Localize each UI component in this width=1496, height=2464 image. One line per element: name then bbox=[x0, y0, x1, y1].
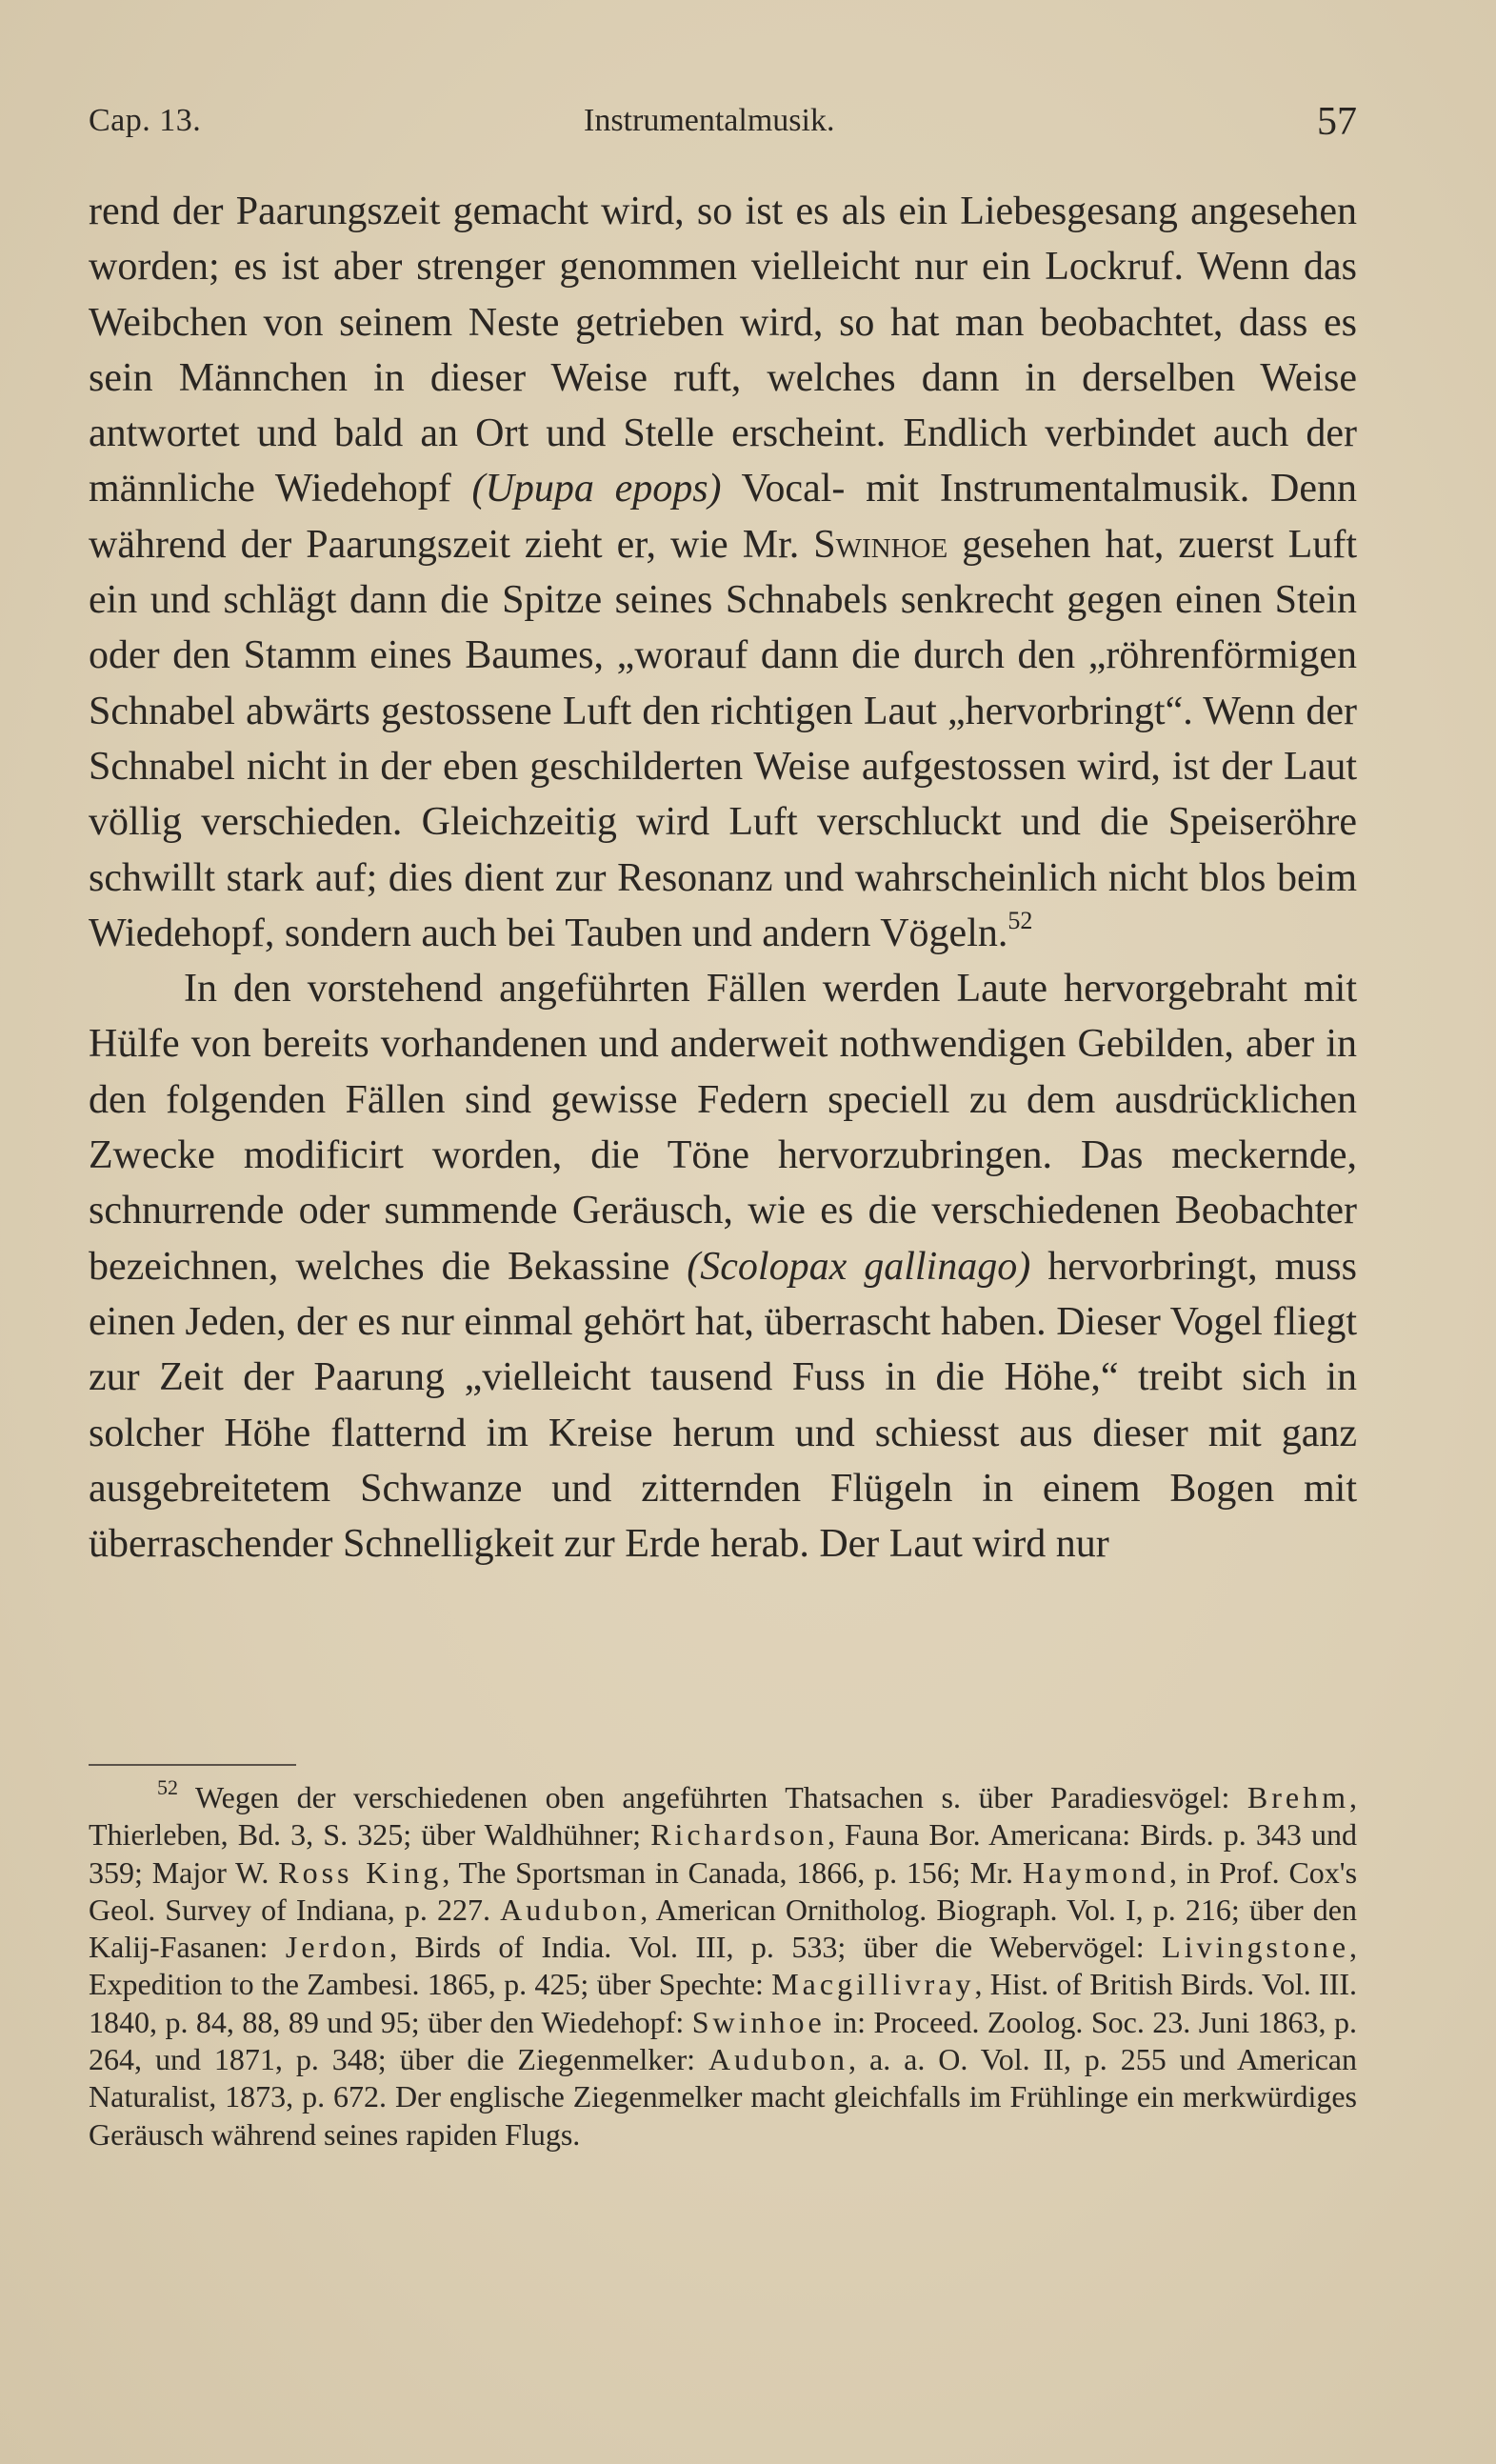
text-run: , American Ornitholog. Biograph. Vol. I, p. 216; über den Kalij-Fasanen: bbox=[89, 1892, 1358, 1965]
text-run: , Hist. of British Birds. Vol. III. 1840, p. 84, 88, 89 und 95; über den Wiedehopf: bbox=[89, 1967, 1357, 2039]
author-name: Brehm bbox=[1247, 1780, 1349, 1814]
paragraph-1 bbox=[89, 184, 1357, 961]
author-name: Richardson bbox=[650, 1817, 828, 1853]
author-name: Macgillivray bbox=[771, 1967, 975, 2002]
author-name: Audubon bbox=[708, 2042, 849, 2077]
footnote-divider bbox=[89, 1764, 296, 1766]
latin-name-upupa: (Upupa epops) bbox=[471, 467, 722, 511]
author-name: Ross King bbox=[278, 1854, 443, 1890]
author-name: Swinhoe bbox=[691, 2004, 826, 2039]
text-run: , The Sportsman in Canada, 1866, p. 156; Mr. bbox=[442, 1854, 1023, 1890]
text-run: , Expedition to the Zambesi. 1865, p. 425; über Spechte: bbox=[89, 1930, 1358, 2002]
footnote-number: 52 bbox=[157, 1775, 178, 1799]
text-run: rend der Paarungszeit gemacht wird, so ist es als ein Liebesgesang angesehen worden; es ist aber strenger genommen vielleicht nur ein Lockruf. Wenn das Weibchen von seinem Neste getrieben wird, so hat man beobachtet, dass es sein Männchen in dieser Weise ruft, welches dann in derselben Weise antwortet und bald an Ort und Stelle erscheint. Endlich verbindet auch der männliche Wiedehopf bbox=[89, 190, 1357, 511]
text-run: , Thierleben, Bd. 3, S. 325; über Waldhühner; bbox=[89, 1780, 1357, 1853]
author-name: Haymond bbox=[1022, 1854, 1170, 1890]
chapter-label: Cap. 13. bbox=[89, 103, 202, 138]
footnote-text bbox=[89, 1775, 1358, 2153]
main-text bbox=[89, 184, 1357, 1572]
text-run: , a. a. O. Vol. II, p. 255 und American Naturalist, 1873, p. 672. Der englische Ziegenmelker macht gleichfalls im Frühlinge ein merkwürdiges Geräusch während seines rapiden Flugs. bbox=[89, 2042, 1358, 2152]
page-number: 57 bbox=[1317, 100, 1357, 144]
footnote-52 bbox=[89, 1775, 1358, 2153]
text-run: In den vorstehend angeführten Fällen werden Laute hervorgebraht mit Hülfe von bereits vorhandenen und anderweit nothwendigen Gebilden, aber in den folgenden Fällen sind gewisse Federn speciell zu dem ausdrücklichen Zwecke modificirt worden, die Töne hervorzubringen. Das meckernde, schnurrende oder summende Geräusch, wie es die verschiedenen Beobachter bezeichnen, welches die Bekassine bbox=[89, 967, 1357, 1289]
author-swinhoe: Swinhoe bbox=[813, 522, 948, 567]
author-name: Livingstone bbox=[1162, 1930, 1350, 1965]
text-run: gesehen hat, zuerst Luft ein und schlägt dann die Spitze seines Schnabels senkrecht gegen einen Stein oder den Stamm eines Baumes, „worauf dann die durch den „röhrenförmigen Schnabel abwärts gestossene Luft den richtigen Laut „hervorbringt“. Wenn der Schnabel nicht in der eben geschilderten Weise aufgestossen wird, ist der Laut völlig verschieden. Gleichzeitig wird Luft verschluckt und die Speiseröhre schwillt stark auf; dies dient zur Resonanz und wahrscheinlich nicht blos beim Wiedehopf, sondern auch bei Tauben und andern Vögeln. bbox=[89, 522, 1357, 955]
running-header bbox=[89, 95, 1357, 152]
latin-name-scolopax: (Scolopax gallinago) bbox=[687, 1244, 1031, 1289]
text-run: Wegen der verschiedenen oben angeführten Thatsachen s. über Paradiesvögel: bbox=[178, 1780, 1247, 1814]
text-run: hervorbringt, muss einen Jeden, der es nur einmal gehört hat, überrascht haben. Dieser Vogel fliegt zur Zeit der Paarung „vielleicht tausend Fuss in die Höhe,“ treibt sich in solcher Höhe flatternd im Kreise herum und schiesst aus dieser mit ganz ausgebreitetem Schwanze und zitternden Flügeln in einem Bogen mit überraschender Schnelligkeit zur Erde herab. Der Laut wird nur bbox=[89, 1244, 1357, 1567]
text-run: , in Prof. Cox's Geol. Survey of Indiana, p. 227. bbox=[89, 1854, 1358, 1927]
paragraph-2 bbox=[89, 961, 1357, 1572]
author-name: Jerdon bbox=[285, 1930, 390, 1965]
author-name: Audubon bbox=[500, 1892, 641, 1927]
text-run: , Fauna Bor. Americana: Birds. p. 343 und 359; Major W. bbox=[89, 1817, 1358, 1890]
text-run: , Birds of India. Vol. III, p. 533; über die Webervögel: bbox=[389, 1930, 1163, 1965]
text-run: in: Proceed. Zoolog. Soc. 23. Juni 1863, p. 264, und 1871, p. 348; über die Ziegenmelker: bbox=[89, 2004, 1358, 2077]
running-title: Instrumentalmusik. bbox=[584, 103, 835, 138]
footnote-reference[interactable]: 52 bbox=[1007, 906, 1033, 934]
text-run: Vocal- mit Instrumentalmusik. Denn während der Paarungszeit zieht er, wie Mr. bbox=[89, 467, 1357, 567]
